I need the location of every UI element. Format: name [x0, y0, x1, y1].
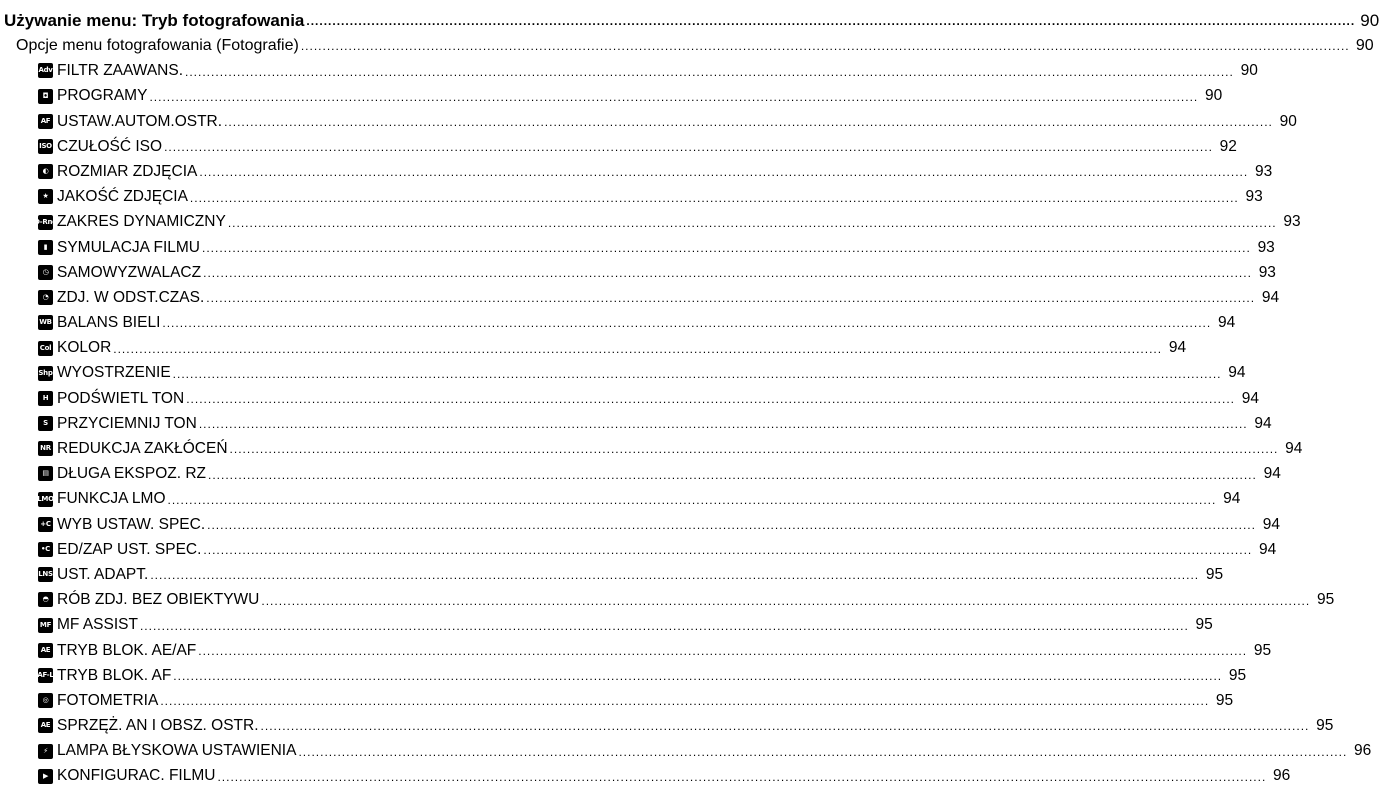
toc-item-row[interactable]: [0, 134, 1237, 159]
toc-item-label-wrap: [38, 416, 199, 432]
toc-item-label-wrap: [38, 365, 173, 381]
toc-item-page: 95: [1228, 666, 1247, 684]
toc-item-label-wrap: [38, 340, 113, 356]
toc-item-label-wrap: [38, 290, 206, 306]
toc-item-row[interactable]: [0, 613, 1213, 638]
toc-item-row[interactable]: [0, 738, 1372, 763]
toc-item-page: 90: [1240, 62, 1258, 80]
toc-item-page: 95: [1205, 565, 1224, 583]
toc-item-page: 90: [1205, 87, 1223, 105]
toc-item-label-wrap: [38, 592, 261, 608]
toc-item-row[interactable]: [0, 764, 1291, 789]
lens-adapter-icon: LNS: [38, 567, 53, 582]
toc-item-label-wrap: [38, 265, 203, 281]
toc-item-label: WYOSTRZENIE: [57, 364, 171, 382]
toc-item-label: KONFIGURAC. FILMU: [57, 767, 216, 785]
noise-reduction-icon: NR: [38, 441, 53, 456]
leader-dots: [149, 91, 1198, 109]
leader-dots: [168, 494, 1217, 512]
toc-item-label: SAMOWYZWALACZ: [57, 263, 202, 281]
toc-item-label-wrap: [38, 139, 164, 155]
leader-dots: [199, 166, 1248, 184]
toc-item-row[interactable]: [0, 537, 1277, 562]
toc-item-page: 94: [1285, 440, 1303, 458]
highlight-tone-icon: H: [38, 391, 53, 406]
leader-dots: [298, 746, 1347, 764]
toc-item-label-wrap: [38, 617, 140, 633]
toc-item-page: 95: [1316, 717, 1334, 735]
lmo-icon: LMO: [38, 492, 53, 507]
toc-item-row[interactable]: [0, 411, 1272, 436]
toc-item-label-wrap: [38, 491, 168, 507]
toc-item-label: SPRZĘŻ. AN I OBSZ. OSTR.: [57, 717, 259, 735]
toc-item-row[interactable]: [0, 159, 1273, 184]
toc-item-label-wrap: [38, 189, 190, 205]
toc-item-page: 94: [1254, 414, 1272, 432]
toc-item-row[interactable]: [0, 210, 1301, 235]
toc-item-label-wrap: [38, 466, 208, 482]
toc-item-page: 94: [1228, 364, 1246, 382]
iso-icon: ISO: [38, 139, 53, 154]
movie-setup-icon: ▶: [38, 769, 53, 784]
toc-item-row[interactable]: [0, 84, 1223, 109]
leader-dots: [162, 317, 1211, 335]
toc-item-label: ROZMIAR ZDJĘCIA: [57, 162, 198, 180]
leader-dots: [208, 469, 1257, 487]
image-quality-icon: ★: [38, 189, 53, 204]
edit-custom-setting-icon: •C: [38, 542, 53, 557]
toc-item-row[interactable]: [0, 310, 1236, 335]
toc-item-label: FILTR ZAAWANS.: [57, 62, 184, 80]
leader-dots: [173, 368, 1222, 386]
leader-dots: [207, 519, 1256, 537]
toc-item-page: 95: [1215, 691, 1234, 709]
leader-dots: [164, 141, 1213, 159]
toc-item-label: FOTOMETRIA: [57, 691, 159, 709]
toc-item-row[interactable]: [0, 184, 1263, 209]
self-timer-icon: ◷: [38, 265, 53, 280]
toc-item-page: 93: [1258, 263, 1276, 281]
toc-item-label-wrap: [38, 668, 173, 684]
toc-item-row[interactable]: [0, 713, 1334, 738]
toc-item-page: 96: [1354, 742, 1372, 760]
toc-item-label: DŁUGA EKSPOZ. RZ: [57, 465, 207, 483]
toc-item-label: KOLOR: [57, 339, 112, 357]
shadow-tone-icon: S: [38, 416, 53, 431]
toc-item-label-wrap: [38, 63, 185, 79]
interval-shooting-icon: ◔: [38, 290, 53, 305]
ae-af-lock-icon: AE: [38, 643, 53, 658]
toc-item-page: 94: [1263, 465, 1281, 483]
toc-item-label-wrap: [38, 768, 217, 784]
toc-item-row[interactable]: [0, 260, 1276, 285]
toc-item-label-wrap: [38, 743, 298, 759]
flash-icon: ⚡: [38, 744, 53, 759]
leader-dots: [230, 443, 1279, 461]
toc-item-label: TRYB BLOK. AF: [57, 666, 172, 684]
leader-dots: [190, 192, 1239, 210]
toc-item-label: WYB USTAW. SPEC.: [57, 515, 206, 533]
photometry-icon: ◎: [38, 693, 53, 708]
interlock-spot-ae-icon: AE: [38, 718, 53, 733]
color-icon: Col: [38, 341, 53, 356]
leader-dots: [301, 40, 1350, 58]
toc-item-page: 94: [1217, 314, 1236, 332]
toc-item-page: 95: [1195, 616, 1213, 634]
toc-item-page: 93: [1257, 238, 1275, 256]
toc-section-title: Używanie menu: Tryb fotografowania: [4, 11, 305, 31]
toc-item-row[interactable]: [0, 638, 1272, 663]
leader-dots: [224, 116, 1273, 134]
leader-dots: [202, 242, 1251, 260]
leader-dots: [261, 595, 1310, 613]
toc-item-label: RÓB ZDJ. BEZ OBIEKTYWU: [57, 591, 260, 609]
leader-dots: [261, 720, 1310, 738]
leader-dots: [150, 569, 1199, 587]
toc-item-label-wrap: [38, 88, 149, 104]
mf-assist-icon: MF: [38, 618, 53, 633]
leader-dots: [203, 544, 1252, 562]
toc-item-label: ED/ZAP UST. SPEC.: [57, 540, 202, 558]
toc-item-row[interactable]: [0, 562, 1224, 587]
toc-item-row[interactable]: [0, 58, 1258, 83]
leader-dots: [198, 645, 1247, 663]
leader-dots: [199, 418, 1248, 436]
toc-item-row[interactable]: [0, 361, 1246, 386]
leader-dots: [186, 393, 1235, 411]
toc-section-page: 90: [1360, 11, 1379, 31]
leader-dots: [173, 670, 1222, 688]
toc-subsection-page: 90: [1355, 36, 1374, 54]
leader-dots: [203, 267, 1252, 285]
toc-item-label: FUNKCJA LMO: [57, 490, 166, 508]
toc-item-label-wrap: [38, 693, 160, 709]
toc-item-page: 94: [1262, 515, 1280, 533]
toc-item-page: 93: [1245, 188, 1263, 206]
white-balance-icon: WB: [38, 315, 53, 330]
toc-item-label: ZAKRES DYNAMICZNY: [57, 213, 226, 231]
toc-item-label: USTAW.AUTOM.OSTR.: [57, 112, 223, 130]
toc-item-label: TRYB BLOK. AE/AF: [57, 641, 197, 659]
toc-item-label-wrap: [38, 517, 207, 533]
adv-filter-icon: Adv: [38, 63, 53, 78]
long-exposure-nr-icon: ▤: [38, 466, 53, 481]
toc-item-row[interactable]: [0, 587, 1335, 612]
toc-item-page: 94: [1259, 540, 1277, 558]
toc-item-page: 93: [1283, 213, 1301, 231]
toc-item-row[interactable]: [0, 663, 1247, 688]
toc-item-row[interactable]: [0, 235, 1275, 260]
leader-dots: [113, 343, 1162, 361]
toc-item-label-wrap: [34, 213, 228, 231]
leader-dots: [217, 771, 1266, 789]
leader-dots: [206, 292, 1255, 310]
image-size-icon: ◐: [38, 164, 53, 179]
leader-dots: [140, 620, 1189, 638]
toc-item-row[interactable]: [0, 335, 1187, 360]
leader-dots: [306, 15, 1355, 33]
toc-item-page: 94: [1168, 339, 1187, 357]
toc-item-label-wrap: [38, 441, 230, 457]
toc-item-page: 92: [1219, 137, 1237, 155]
toc-item-page: 90: [1279, 112, 1297, 130]
toc-item-label: REDUKCJA ZAKŁÓCEŃ: [57, 440, 228, 458]
af-icon: AF: [38, 114, 53, 129]
shoot-without-lens-icon: ◓: [38, 592, 53, 607]
toc-item-label: PROGRAMY: [57, 87, 148, 105]
toc-item-label-wrap: [38, 567, 150, 583]
toc-item-label-wrap: [38, 643, 198, 659]
toc-item-row[interactable]: [0, 386, 1260, 411]
toc-subsection-title: Opcje menu fotografowania (Fotografie): [16, 36, 299, 54]
toc-item-label-wrap: [38, 114, 224, 130]
toc-item-label-wrap: [38, 542, 203, 558]
select-custom-setting-icon: +C: [38, 517, 53, 532]
toc-item-label-wrap: [38, 315, 162, 331]
toc-item-label: UST. ADAPT.: [57, 565, 149, 583]
toc-item-label-wrap: [38, 718, 261, 734]
toc-item-page: 96: [1273, 767, 1291, 785]
toc-item-row[interactable]: [0, 512, 1280, 537]
toc-item-page: 95: [1253, 641, 1272, 659]
toc-item-label: CZUŁOŚĆ ISO: [57, 137, 163, 155]
toc-item-label: ZDJ. W ODST.CZAS.: [57, 288, 205, 306]
camera-icon: ◘: [38, 89, 53, 104]
dynamic-range-icon: D-Rng: [38, 215, 53, 230]
toc-subsection-row[interactable]: [0, 33, 1374, 58]
toc-item-label: JAKOŚĆ ZDJĘCIA: [57, 188, 188, 206]
toc-item-page: 94: [1261, 288, 1280, 306]
toc-item-row[interactable]: [0, 109, 1297, 134]
toc-item-page: 93: [1254, 162, 1273, 180]
af-lock-icon: AF-L: [38, 668, 53, 683]
toc-item-page: 95: [1316, 591, 1335, 609]
toc-item-label: PRZYCIEMNIJ TON: [57, 414, 197, 432]
toc-item-row[interactable]: [0, 436, 1303, 461]
toc-item-label: SYMULACJA FILMU: [57, 238, 200, 256]
leader-dots: [160, 695, 1209, 713]
toc-item-row[interactable]: [0, 487, 1241, 512]
toc-item-label: PODŚWIETL TON: [57, 389, 185, 407]
toc-item-label-wrap: [38, 240, 202, 256]
toc-section-row[interactable]: [0, 8, 1379, 33]
toc-item-label: LAMPA BŁYSKOWA USTAWIENIA: [57, 742, 297, 760]
toc-item-label: BALANS BIELI: [57, 314, 161, 332]
toc-item-row[interactable]: [0, 688, 1234, 713]
leader-dots: [185, 66, 1234, 84]
toc-item-page: 94: [1223, 490, 1241, 508]
toc-item-row[interactable]: [0, 461, 1281, 486]
toc-item-page: 94: [1241, 389, 1260, 407]
toc-item-row[interactable]: [0, 285, 1280, 310]
toc-item-label-wrap: [38, 164, 199, 180]
toc-item-label-wrap: [38, 391, 186, 407]
table-of-contents: [0, 8, 1379, 789]
film-simulation-icon: ▮: [38, 240, 53, 255]
sharpness-icon: Shp: [38, 366, 53, 381]
leader-dots: [228, 217, 1277, 235]
toc-item-label: MF ASSIST: [57, 616, 138, 634]
